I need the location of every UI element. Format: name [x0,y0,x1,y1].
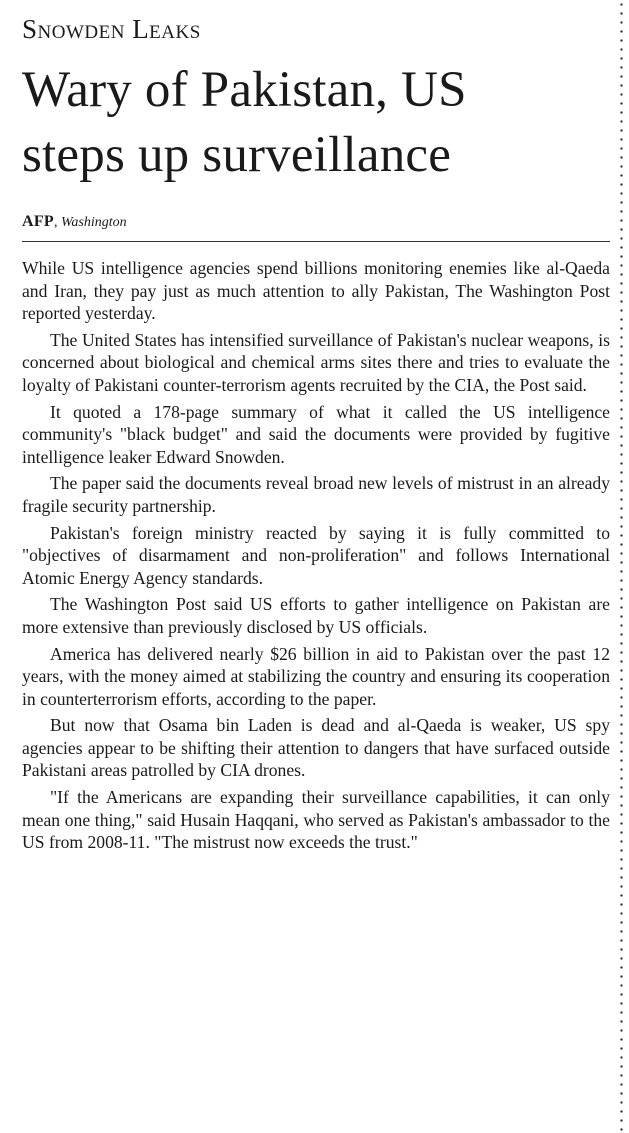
paragraph: But now that Osama bin Laden is dead and al-Qaeda is weaker, US spy agencies appear to be shifting their attention to dangers that have surfaced outside Pakistani areas patrolled by CIA drones. [22,715,610,781]
byline-divider [22,241,610,242]
article-body [22,257,610,858]
headline-line-2: steps up surveillance [22,127,452,183]
paragraph: America has delivered nearly $26 billion in aid to Pakistan over the past 12 years, with the money aimed at stabilizing the country and ensuring its cooperation in counterterrorism efforts, according to the paper. [22,643,610,709]
paragraph: "If the Americans are expanding their surveillance capabilities, it can only mean one thing," said Husain Haqqani, who served as Pakistan's ambassador to the US from 2008-11. "The mistrust now exceeds the trust." [22,787,610,853]
dotted-column-border [620,0,623,1133]
section-kicker: Snowden Leaks [22,14,201,44]
byline-agency: AFP [22,213,55,230]
byline-place: Washington [61,215,127,230]
paragraph: The United States has intensified surveillance of Pakistan's nuclear weapons, is concerned about biological and chemical arms sites there and tries to evaluate the loyalty of Pakistani counter-terrorism agents recruited by the CIA, the Post said. [22,329,610,395]
paragraph: Pakistan's foreign ministry reacted by saying it is fully committed to "objectives of disarmament and non-proliferation" and follows International Atomic Energy Agency standards. [22,522,610,588]
byline [22,213,127,231]
paragraph: The paper said the documents reveal broad new levels of mistrust in an already fragile security partnership. [22,473,610,516]
byline-separator: , [54,215,62,230]
paragraph: While US intelligence agencies spend billions monitoring enemies like al-Qaeda and Iran, they pay just as much attention to ally Pakistan, The Washington Post reported yesterday. [22,258,610,324]
headline [22,58,622,188]
paragraph: The Washington Post said US efforts to gather intelligence on Pakistan are more extensive than previously disclosed by US officials. [22,594,610,637]
paragraph: It quoted a 178-page summary of what it called the US intelligence community's "black budget" and said the documents were provided by fugitive intelligence leaker Edward Snowden. [22,401,610,467]
headline-line-1: Wary of Pakistan, US [22,62,467,118]
